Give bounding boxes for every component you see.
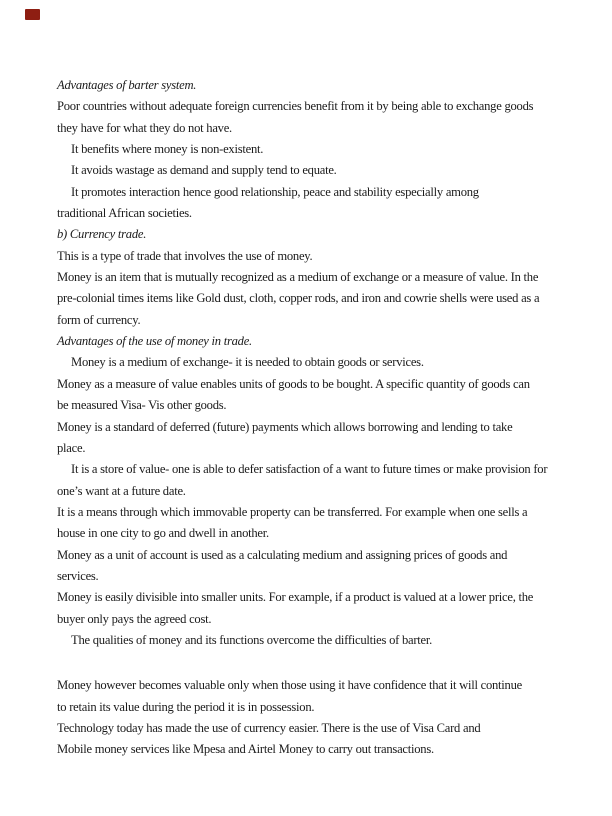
text-line: they have for what they do not have. [57, 120, 232, 135]
text-line: house in one city to go and dwell in another. [57, 526, 269, 541]
text-line: be measured Visa- Vis other goods. [57, 398, 227, 413]
text-line: Money as a unit of account is used as a calculating medium and assigning prices of goods and [57, 547, 508, 562]
red-corner-mark [25, 9, 40, 20]
text-line: Money is easily divisible into smaller units. For example, if a product is valued at a lower price, the [57, 590, 534, 605]
text-line: Technology today has made the use of currency easier. There is the use of Visa Card and [57, 720, 481, 735]
text-line: one’s want at a future date. [57, 483, 186, 498]
text-line: Money is a medium of exchange- it is needed to obtain goods or services. [71, 355, 424, 370]
text-line: It promotes interaction hence good relationship, peace and stability especially among [71, 184, 479, 199]
heading-advantages-barter-system: Advantages of barter system. [57, 78, 197, 92]
text-line: Mobile money services like Mpesa and Airtel Money to carry out transactions. [57, 742, 434, 757]
text-line: Money is an item that is mutually recognized as a medium of exchange or a measure of value. In the [57, 270, 539, 285]
text-line: This is a type of trade that involves the use of money. [57, 248, 313, 263]
heading-currency-trade: b) Currency trade. [57, 227, 147, 242]
text-line: Money however becomes valuable only when those using it have confidence that it will continue [57, 678, 522, 693]
text-line: place. [57, 440, 86, 455]
text-line: pre-colonial times items like Gold dust, cloth, copper rods, and iron and cowrie shells were used as a [57, 291, 540, 306]
text-line: to retain its value during the period it is in possession. [57, 699, 315, 714]
text-line: Poor countries without adequate foreign currencies benefit from it by being able to exchange goods [57, 99, 534, 114]
text-line: form of currency. [57, 312, 141, 327]
text-line: Money as a measure of value enables units of goods to be bought. A specific quantity of goods can [57, 376, 530, 391]
text-line: buyer only pays the agreed cost. [57, 611, 212, 626]
document-text-body [57, 75, 554, 761]
heading-advantages-money-in-trade: Advantages of the use of money in trade. [57, 334, 252, 349]
text-line: It is a store of value- one is able to defer satisfaction of a want to future times or make provision for [71, 462, 548, 477]
text-line: The qualities of money and its functions overcome the difficulties of barter. [71, 632, 433, 647]
text-line: traditional African societies. [57, 206, 192, 221]
text-line: Money is a standard of deferred (future) payments which allows borrowing and lending to take [57, 419, 513, 434]
blank-line [57, 651, 554, 675]
text-line: It benefits where money is non-existent. [71, 142, 264, 157]
text-line: It is a means through which immovable property can be transferred. For example when one sells a [57, 504, 528, 519]
text-line: It avoids wastage as demand and supply tend to equate. [71, 163, 337, 178]
text-line: services. [57, 568, 99, 583]
